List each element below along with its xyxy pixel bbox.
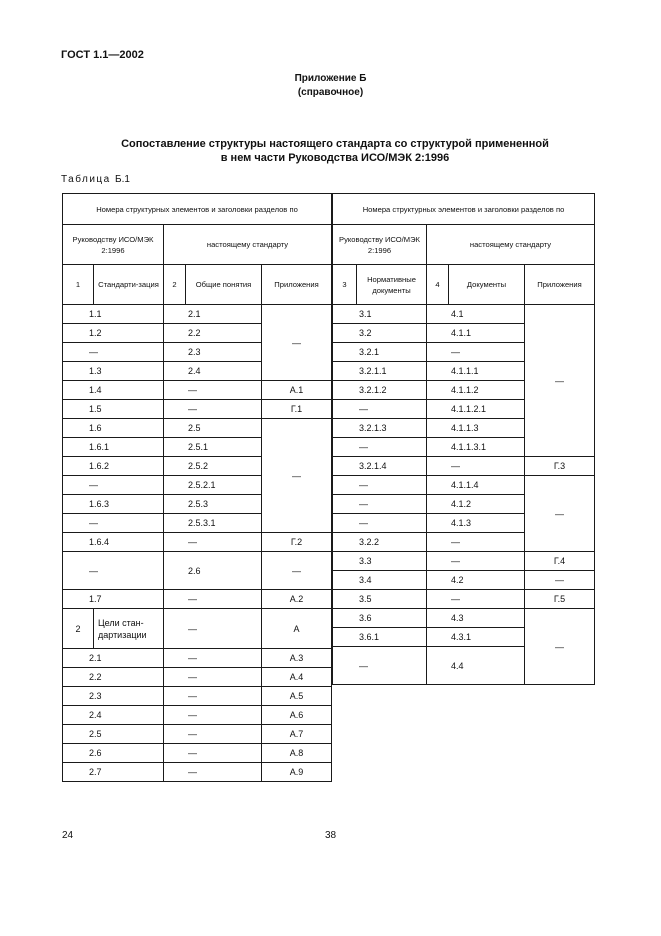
table-cell: 1.6.4: [63, 533, 164, 552]
table-cell: А.6: [262, 706, 332, 725]
appendix-title: Приложение Б: [294, 73, 367, 84]
table-cell: А.2: [262, 590, 332, 609]
table-cell: 3.2.1: [333, 343, 427, 362]
left-header-top: Номера структурных элементов и заголовки разделов по: [63, 194, 332, 225]
table-cell: А.4: [262, 668, 332, 687]
table-cell: 3.2.1.1: [333, 362, 427, 381]
table-cell: 2.6: [164, 552, 262, 590]
table-cell: 2.6: [63, 744, 164, 763]
table-cell: 4.3: [427, 609, 525, 628]
table-caption-word: Таблица: [61, 174, 111, 185]
table-cell: А.3: [262, 649, 332, 668]
left-section-num-1: 1: [63, 265, 94, 305]
left-header-standard: настоящему стандарту: [164, 225, 332, 265]
table-caption: [61, 174, 130, 185]
table-cell: 2.5.2: [164, 457, 262, 476]
table-cell: 2.5.3.1: [164, 514, 262, 533]
table-cell: 2.5: [164, 419, 262, 438]
table-cell: 1.6.3: [63, 495, 164, 514]
table-cell: 4.1.1.3.1: [427, 438, 525, 457]
table-cell: 3.2: [333, 324, 427, 343]
table-cell: —: [164, 763, 262, 782]
table-cell: А.5: [262, 687, 332, 706]
table-cell: 3.5: [333, 590, 427, 609]
table-cell: 1.6.2: [63, 457, 164, 476]
table-cell: 2.5.2.1: [164, 476, 262, 495]
page-number-center: 38: [325, 830, 337, 841]
right-section-name-4: Документы: [449, 265, 525, 305]
table-cell: А: [262, 609, 332, 649]
table-cell: 3.4: [333, 571, 427, 590]
document-header: ГОСТ 1.1—2002: [61, 49, 144, 61]
table-cell: 4.1.1.1: [427, 362, 525, 381]
right-header-standard: настоящему стандарту: [427, 225, 595, 265]
table-cell: —: [164, 381, 262, 400]
table-cell: 4.1: [427, 305, 525, 324]
table-cell: 3.6: [333, 609, 427, 628]
table-cell: —: [427, 590, 525, 609]
table-cell: 2.5.3: [164, 495, 262, 514]
merged-dash-cell: —: [525, 476, 595, 552]
table-cell: 3.2.2: [333, 533, 427, 552]
table-cell: —: [333, 438, 427, 457]
table-cell: Г.5: [525, 590, 595, 609]
table-cell: 4.4: [427, 647, 525, 685]
table-cell: —: [262, 552, 332, 590]
table-cell: —: [164, 725, 262, 744]
table-cell: —: [164, 706, 262, 725]
left-section-name-2: Общие понятия: [186, 265, 262, 305]
table-cell: 1.3: [63, 362, 164, 381]
table-cell: 1.6: [63, 419, 164, 438]
table-cell: 1.1: [63, 305, 164, 324]
right-header-top: Номера структурных элементов и заголовки разделов по: [333, 194, 595, 225]
left-table: [62, 193, 332, 782]
table-cell: —: [164, 590, 262, 609]
table-cell: 2.5: [63, 725, 164, 744]
document-title-line-2: в нем части Руководства ИСО/МЭК 2:1996: [220, 152, 450, 164]
table-cell: 2.7: [63, 763, 164, 782]
table-cell: —: [164, 668, 262, 687]
table-cell: 1.6.1: [63, 438, 164, 457]
table-cell: —: [427, 552, 525, 571]
table-cell: 2.5.1: [164, 438, 262, 457]
table-cell: 3.2.1.2: [333, 381, 427, 400]
table-cell: 4.1.1.4: [427, 476, 525, 495]
table-cell: 2.3: [164, 343, 262, 362]
table-cell: А.9: [262, 763, 332, 782]
table-cell: 4.1.1: [427, 324, 525, 343]
table-cell: 2.2: [63, 668, 164, 687]
table-cell: 3.2.1.3: [333, 419, 427, 438]
table-cell: Г.2: [262, 533, 332, 552]
table-cell: —: [63, 552, 164, 590]
table-cell: Г.3: [525, 457, 595, 476]
table-cell: Г.1: [262, 400, 332, 419]
table-cell: —: [427, 457, 525, 476]
table-cell: 1.5: [63, 400, 164, 419]
table-cell: 1.7: [63, 590, 164, 609]
merged-dash-cell: —: [525, 305, 595, 457]
section-2-num: 2: [63, 609, 94, 649]
right-section-name-5: Приложения: [525, 265, 595, 305]
table-cell: 1.2: [63, 324, 164, 343]
appendix-note: (справочное): [297, 87, 364, 98]
right-section-num-4: 4: [427, 265, 449, 305]
document-title-line-1: Сопоставление структуры настоящего стандарта со структурой примененной: [121, 138, 549, 150]
section-2-name: Цели стан-дартизации: [94, 609, 164, 649]
table-caption-number: Б.1: [115, 174, 130, 185]
table-cell: 1.4: [63, 381, 164, 400]
table-cell: А.8: [262, 744, 332, 763]
table-cell: 2.4: [164, 362, 262, 381]
table-cell: 2.3: [63, 687, 164, 706]
merged-dash-cell: —: [262, 305, 332, 381]
left-header-guide: Руководству ИСО/МЭК 2:1996: [63, 225, 164, 265]
right-table: [332, 193, 595, 685]
table-cell: —: [164, 533, 262, 552]
left-section-name-1: Стандарти-зация: [94, 265, 164, 305]
table-cell: А.1: [262, 381, 332, 400]
table-cell: 4.1.1.2.1: [427, 400, 525, 419]
table-cell: —: [525, 571, 595, 590]
table-cell: —: [333, 476, 427, 495]
left-section-name-3: Приложения: [262, 265, 332, 305]
table-cell: Г.4: [525, 552, 595, 571]
table-cell: —: [164, 649, 262, 668]
table-cell: —: [63, 514, 164, 533]
table-cell: 4.1.3: [427, 514, 525, 533]
left-section-num-2: 2: [164, 265, 186, 305]
table-cell: —: [63, 343, 164, 362]
table-cell: —: [427, 343, 525, 362]
table-cell: 3.6.1: [333, 628, 427, 647]
table-cell: 4.1.1.2: [427, 381, 525, 400]
table-cell: —: [164, 609, 262, 649]
table-cell: —: [63, 476, 164, 495]
merged-dash-cell: —: [525, 609, 595, 685]
table-cell: —: [333, 647, 427, 685]
right-section-name-3: Нормативные документы: [357, 265, 427, 305]
table-cell: —: [333, 495, 427, 514]
table-cell: 4.2: [427, 571, 525, 590]
table-cell: 3.3: [333, 552, 427, 571]
table-cell: —: [164, 744, 262, 763]
page-number-left: 24: [62, 830, 74, 841]
table-cell: 2.4: [63, 706, 164, 725]
table-cell: 4.1.1.3: [427, 419, 525, 438]
table-cell: 4.3.1: [427, 628, 525, 647]
table-cell: —: [427, 533, 525, 552]
table-cell: —: [164, 400, 262, 419]
table-cell: 2.2: [164, 324, 262, 343]
table-cell: —: [333, 514, 427, 533]
merged-dash-cell: —: [262, 419, 332, 533]
right-header-guide: Руководству ИСО/МЭК 2:1996: [333, 225, 427, 265]
table-cell: —: [333, 400, 427, 419]
table-cell: 3.1: [333, 305, 427, 324]
table-cell: 2.1: [164, 305, 262, 324]
table-cell: 2.1: [63, 649, 164, 668]
table-cell: 3.2.1.4: [333, 457, 427, 476]
table-cell: А.7: [262, 725, 332, 744]
table-cell: —: [164, 687, 262, 706]
table-cell: 4.1.2: [427, 495, 525, 514]
right-section-num-3: 3: [333, 265, 357, 305]
